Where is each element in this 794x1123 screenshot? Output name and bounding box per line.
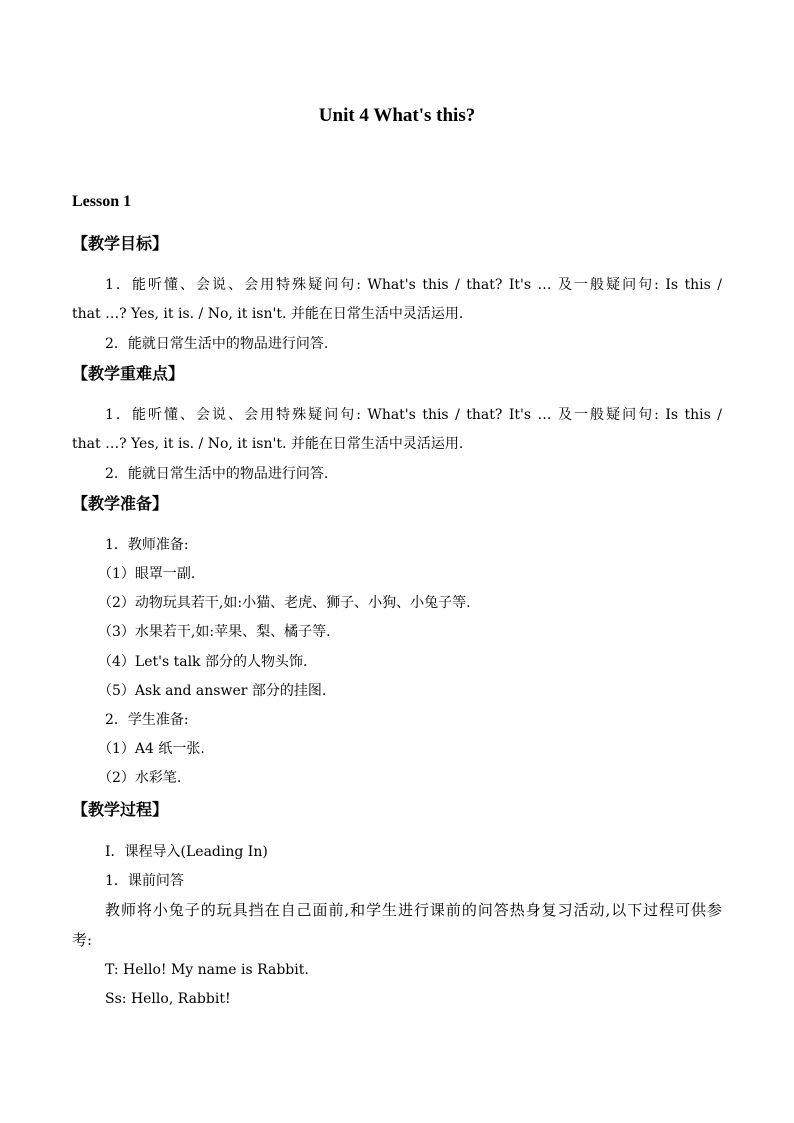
process-section-1: Ⅰ．课程导入(Leading In) bbox=[105, 844, 268, 860]
goals-item-2: 2．能就日常生活中的物品进行问答. bbox=[105, 336, 329, 352]
process-paragraph-line-1: 教师将小兔子的玩具挡在自己面前,和学生进行课前的问答热身复习活动,以下过程可供参 bbox=[105, 901, 722, 919]
process-step-1: 1．课前问答 bbox=[105, 873, 184, 889]
student-prep-item-1: （1）A4 纸一张. bbox=[98, 741, 205, 757]
teacher-prep-item-4: （4）Let's talk 部分的人物头饰. bbox=[98, 654, 308, 670]
key-points-item-1-line-1: 1．能听懂、会说、会用特殊疑问句: What's this / that? It's … 及一般疑问句: Is this / bbox=[105, 407, 722, 423]
key-points-heading: 【教学重难点】 bbox=[72, 364, 185, 383]
teacher-prep-item-1: （1）眼罩一副. bbox=[98, 566, 196, 582]
teacher-prep-item-2: （2）动物玩具若干,如:小猫、老虎、狮子、小狗、小兔子等. bbox=[98, 595, 471, 611]
student-prep-label: 2．学生准备: bbox=[105, 712, 189, 728]
goals-item-1-line-2: that …? Yes, it is. / No, it isn't. 并能在日常生活中灵活运用. bbox=[72, 306, 464, 322]
dialog-line-2: Ss: Hello, Rabbit! bbox=[105, 991, 231, 1007]
teacher-prep-label: 1．教师准备: bbox=[105, 537, 189, 553]
key-points-item-1-line-2: that …? Yes, it is. / No, it isn't. 并能在日常生活中灵活运用. bbox=[72, 436, 464, 452]
teacher-prep-item-3: （3）水果若干,如:苹果、梨、橘子等. bbox=[98, 624, 331, 640]
teacher-prep-item-5: （5）Ask and answer 部分的挂图. bbox=[98, 683, 327, 699]
dialog-line-1: T: Hello! My name is Rabbit. bbox=[105, 962, 309, 978]
lesson-label: Lesson 1 bbox=[72, 193, 132, 210]
process-heading: 【教学过程】 bbox=[72, 800, 169, 819]
student-prep-item-2: （2）水彩笔. bbox=[98, 770, 182, 786]
preparation-heading: 【教学准备】 bbox=[72, 494, 169, 513]
goals-item-1-line-1: 1．能听懂、会说、会用特殊疑问句: What's this / that? It's … 及一般疑问句: Is this / bbox=[105, 277, 722, 293]
process-paragraph-line-2: 考: bbox=[72, 931, 93, 949]
page-title: Unit 4 What's this? bbox=[318, 105, 476, 126]
goals-heading: 【教学目标】 bbox=[72, 234, 169, 253]
key-points-item-2: 2．能就日常生活中的物品进行问答. bbox=[105, 466, 329, 482]
